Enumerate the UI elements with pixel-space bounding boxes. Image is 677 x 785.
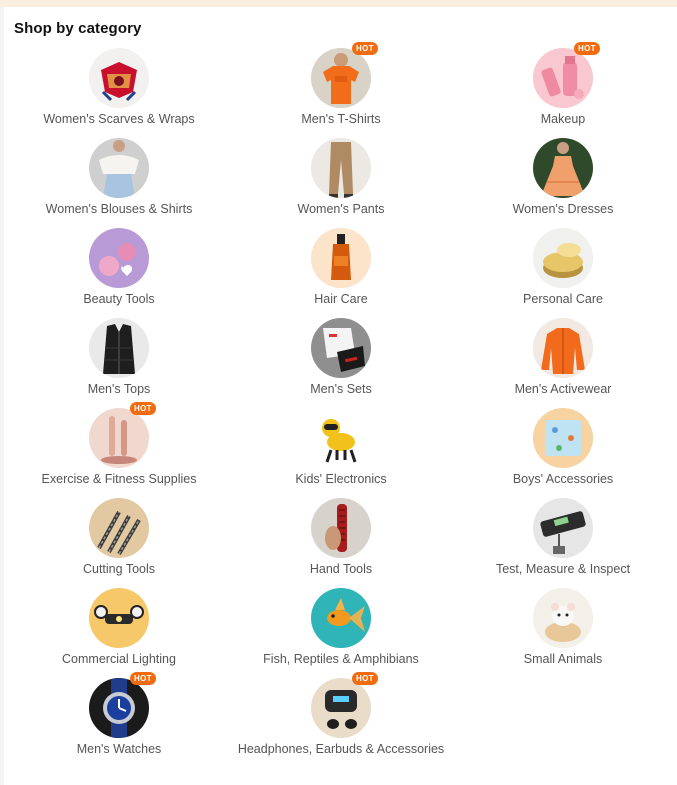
category-exercise-fitness[interactable] (4, 404, 224, 498)
hot-badge: HOT (130, 672, 156, 685)
goldfish-icon (311, 588, 371, 648)
category-label: Test, Measure & Inspect (495, 562, 631, 576)
boys-accessories-icon (533, 408, 593, 468)
watch-icon (89, 678, 149, 738)
category-label: Small Animals (523, 652, 603, 666)
section-title: Shop by category (14, 20, 142, 37)
category-panel (4, 7, 677, 785)
vest-icon (89, 318, 149, 378)
category-label: Cutting Tools (82, 562, 156, 576)
category-label: Beauty Tools (83, 292, 155, 306)
hot-badge: HOT (130, 402, 156, 415)
category-small-animals[interactable] (448, 588, 668, 678)
category-label: Fish, Reptiles & Amphibians (263, 652, 419, 666)
category-label: Women's Pants (297, 202, 385, 216)
category-mens-tops[interactable] (4, 318, 224, 408)
category-label: Headphones, Earbuds & Accessories (237, 742, 445, 756)
fitness-icon (89, 408, 149, 468)
scale-icon (533, 498, 593, 558)
category-label: Men's Sets (310, 382, 372, 396)
category-label: Hand Tools (309, 562, 373, 576)
category-label: Personal Care (523, 292, 603, 306)
mens-sets-icon (311, 318, 371, 378)
category-label: Men's Activewear (514, 382, 612, 396)
category-hand-tools[interactable] (226, 498, 446, 588)
category-personal-care[interactable] (448, 228, 668, 318)
category-mens-sets[interactable] (226, 318, 446, 408)
robot-dog-icon (311, 408, 371, 468)
category-hair-care[interactable] (226, 228, 446, 318)
beauty-tools-icon (89, 228, 149, 288)
category-boys-accessories[interactable] (448, 408, 668, 498)
category-cutting-tools[interactable] (4, 498, 224, 588)
top-strip (0, 0, 677, 7)
scarf-icon (89, 48, 149, 108)
hamster-icon (533, 588, 593, 648)
category-womens-pants[interactable] (226, 138, 446, 228)
category-fish-reptiles[interactable] (226, 588, 446, 678)
category-mens-activewear[interactable] (448, 318, 668, 408)
category-commercial-lighting[interactable] (4, 588, 224, 678)
category-label: Men's Watches (76, 742, 162, 756)
pants-icon (311, 138, 371, 198)
activewear-icon (533, 318, 593, 378)
category-mens-tshirts[interactable] (226, 44, 446, 138)
tshirt-icon (311, 48, 371, 108)
hot-badge: HOT (352, 42, 378, 55)
personal-care-icon (533, 228, 593, 288)
earbuds-icon (311, 678, 371, 738)
category-label: Commercial Lighting (62, 652, 176, 666)
category-label: Exercise & Fitness Supplies (41, 472, 197, 486)
category-label: Men's Tops (87, 382, 151, 396)
category-label: Makeup (540, 112, 586, 126)
dress-icon (533, 138, 593, 198)
blouse-icon (89, 138, 149, 198)
hot-badge: HOT (352, 672, 378, 685)
category-womens-scarves[interactable] (4, 48, 224, 138)
hair-care-icon (311, 228, 371, 288)
drill-bits-icon (89, 498, 149, 558)
category-headphones-earbuds[interactable] (226, 674, 446, 768)
category-label: Women's Scarves & Wraps (43, 112, 195, 126)
category-mens-watches[interactable] (4, 674, 224, 768)
category-label: Men's T-Shirts (301, 112, 381, 126)
category-makeup[interactable] (448, 44, 668, 138)
hand-tools-icon (311, 498, 371, 558)
category-beauty-tools[interactable] (4, 228, 224, 318)
category-label: Women's Blouses & Shirts (45, 202, 193, 216)
category-label: Women's Dresses (512, 202, 614, 216)
category-womens-blouses[interactable] (4, 138, 224, 228)
category-label: Boys' Accessories (512, 472, 614, 486)
makeup-icon (533, 48, 593, 108)
drone-light-icon (89, 588, 149, 648)
category-label: Kids' Electronics (295, 472, 387, 486)
category-kids-electronics[interactable] (226, 408, 446, 498)
category-womens-dresses[interactable] (448, 138, 668, 228)
category-label: Hair Care (314, 292, 368, 306)
hot-badge: HOT (574, 42, 600, 55)
category-test-measure[interactable] (448, 498, 668, 588)
